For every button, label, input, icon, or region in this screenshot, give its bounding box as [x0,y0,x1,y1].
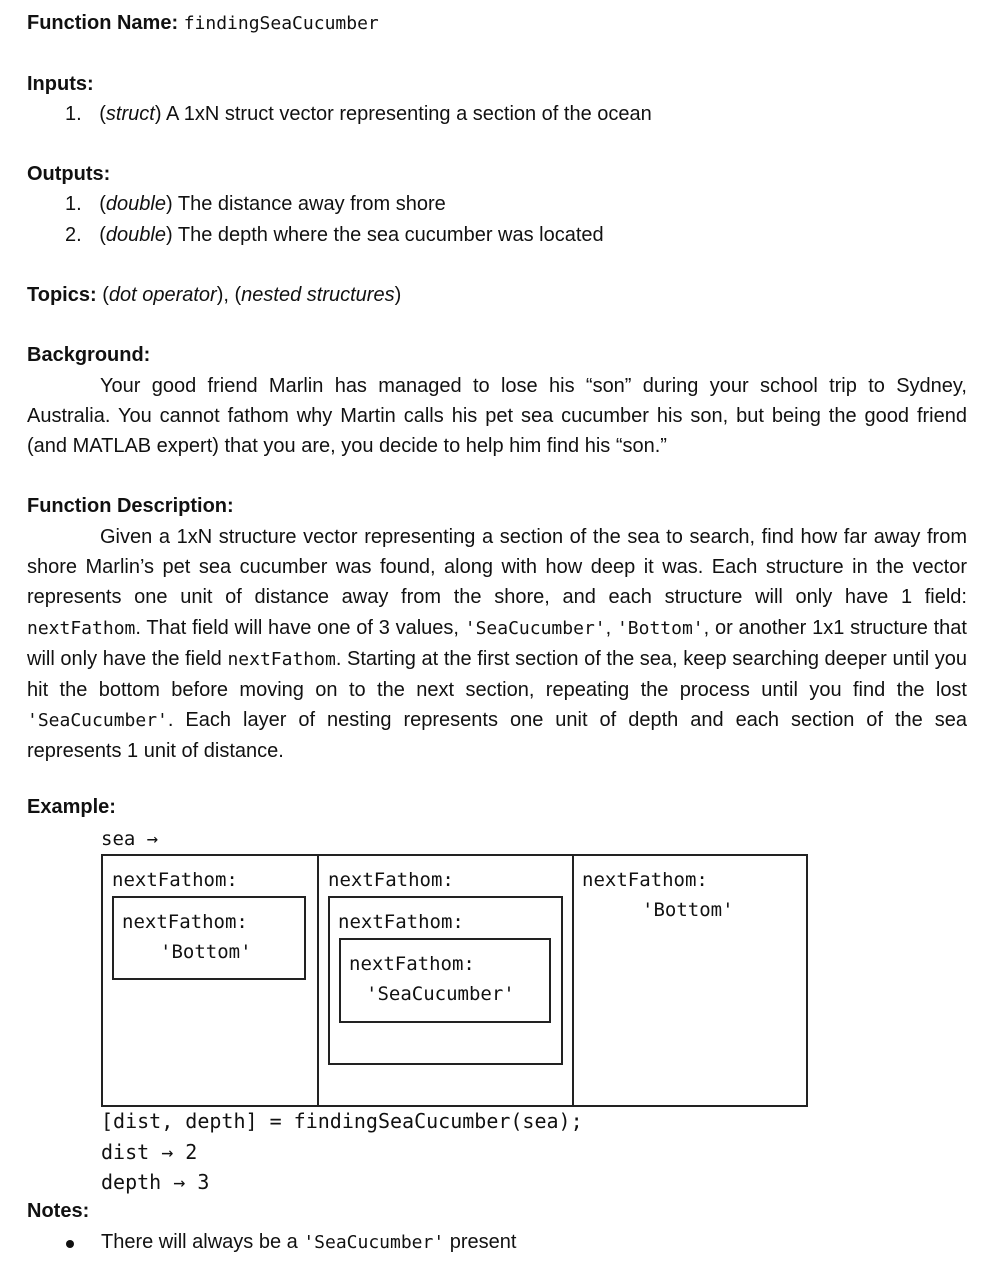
notes-item-1 [101,1231,516,1254]
example-call: [dist, depth] = findingSeaCucumber(sea); [101,1109,583,1133]
field-value: 'Bottom' [642,899,734,921]
output-type: double [105,193,166,215]
sea-label: sea → [101,828,159,850]
outputs-item-1: 1. (double) The distance away from shore [65,193,446,215]
note-text: present [444,1231,517,1253]
bullet-icon [66,1240,74,1248]
list-number: 1. [65,103,82,125]
function-name-label: Function Name: [27,12,179,34]
example-heading: Example: [27,796,116,818]
desc-code: 'Bottom' [616,617,704,639]
input-desc: A 1xN struct vector representing a section of the ocean [161,103,652,125]
inputs-heading: Inputs: [27,73,94,95]
desc-code: nextFathom [227,648,336,670]
topic-item: nested structures [241,284,395,306]
desc-text: , or another 1x1 structure that will only have the field [27,616,967,670]
input-type: struct [105,103,155,125]
outputs-heading: Outputs: [27,163,111,185]
function-name-line [27,12,379,35]
topics-label: Topics: [27,284,97,306]
desc-code: nextFathom [27,617,136,639]
field-label: nextFathom: [122,911,248,933]
background-text: Your good friend Marlin has managed to lose his “son” during your school trip to Sydney, Australia. You cannot fathom why Martin calls his pet sea cucumber his son, but being the good friend (and MATLAB expert) that you are, you decide to help him find his “son.” [27,375,967,458]
outputs-item-2: 2. (double) The depth where the sea cucumber was located [65,224,604,246]
desc-text: . That field will have one of 3 values, [135,616,465,639]
output-desc: The distance away from shore [172,193,446,215]
background-heading: Background: [27,344,151,366]
nested-struct-inner [339,938,551,1023]
list-number: 2. [65,224,82,246]
desc-text: . Starting at the first section of the sea, keep searching deeper until you hit the bottom before moving on to the next section, repeating the process until you find the lost [27,647,968,702]
function-name-value: findingSeaCucumber [183,13,379,34]
description-heading: Function Description: [27,495,234,517]
field-value: 'SeaCucumber' [366,983,515,1005]
desc-code: 'SeaCucumber' [27,710,168,732]
note-code: 'SeaCucumber' [303,1232,445,1253]
field-label: nextFathom: [349,953,475,975]
notes-heading: Notes: [27,1200,90,1222]
sea-section-1 [101,854,319,1107]
example-dist: dist → 2 [101,1140,198,1164]
note-text: There will always be a [101,1231,304,1253]
desc-code: 'SeaCucumber' [464,617,606,639]
field-label: nextFathom: [328,869,454,891]
topics-line: Topics: (dot operator), (nested structures) [27,284,402,306]
desc-text: . Each layer of nesting represents one unit of depth and each section of the sea represents 1 unit of distance. [27,709,967,763]
desc-text: , [605,616,617,639]
background-paragraph [27,371,967,462]
example-depth: depth → 3 [101,1170,210,1194]
field-value: 'Bottom' [160,941,252,963]
field-label: nextFathom: [582,869,708,891]
field-label: nextFathom: [338,911,464,933]
output-type: double [105,224,166,246]
nested-struct [112,896,306,980]
description-paragraph [27,522,967,767]
sea-section-3 [572,854,808,1107]
list-number: 1. [65,193,82,215]
output-desc: The depth where the sea cucumber was located [172,224,604,246]
topic-item: dot operator [108,284,217,306]
field-label: nextFathom: [112,869,238,891]
desc-text: Given a 1xN structure vector representing a section of the sea to search, find how far away from shore Marlin’s pet sea cucumber was found, along with how deep it was. Each structure in the vector represents one unit of distance away from the shore, and each structure will only have 1 field: [27,526,967,609]
inputs-item-1: 1. (struct) A 1xN struct vector representing a section of the ocean [65,103,652,125]
